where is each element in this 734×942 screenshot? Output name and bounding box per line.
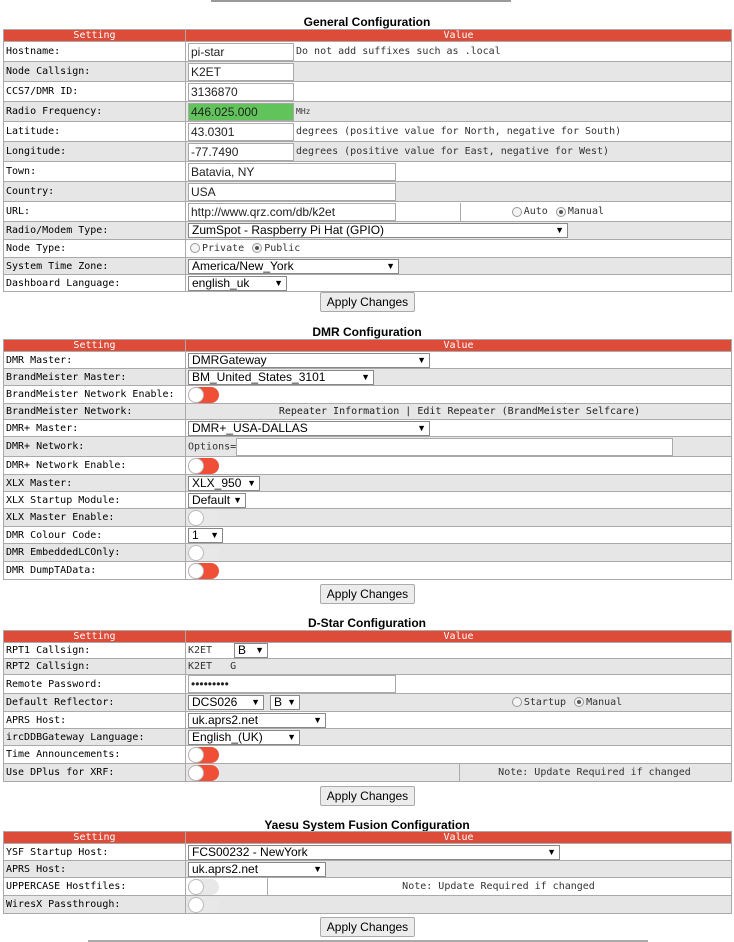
url-label: URL: [4, 202, 186, 222]
dplus-label: Use DPlus for XRF: [4, 764, 186, 782]
freq-unit: MHz [296, 107, 311, 116]
modem-label: Radio/Modem Type: [4, 222, 186, 240]
hostname-label: Hostname: [4, 42, 186, 62]
time-announcements-toggle[interactable] [188, 747, 219, 763]
xlx-master-label: XLX Master: [4, 475, 186, 492]
chevron-down-icon: ▼ [233, 494, 242, 505]
dmrid-label: CCS7/DMR ID: [4, 82, 186, 102]
embedded-lc-toggle[interactable] [188, 545, 219, 561]
dstar-config-title: D-Star Configuration [308, 616, 426, 630]
uppercase-hostfiles-note: Note: Update Required if changed [267, 878, 729, 895]
url-auto-label: Auto [523, 205, 548, 217]
embedded-lc-label: DMR EmbeddedLCOnly: [4, 544, 186, 562]
nodetype-private-radio[interactable] [190, 243, 200, 253]
xlx-module-value: Default [192, 492, 231, 507]
rpt1-label: RPT1 Callsign: [4, 643, 186, 659]
ysf-aprs-value: uk.aprs2.net [192, 861, 259, 876]
ysf-apply-button[interactable]: Apply Changes [320, 917, 415, 937]
chevron-down-icon: ▼ [210, 529, 219, 540]
xlx-master-select[interactable] [188, 476, 260, 491]
dmrplus-options-label: Options= [188, 441, 237, 452]
ysf-startup-value: FCS00232 - NewYork [192, 844, 308, 859]
setting-header: Setting [4, 631, 186, 643]
freq-label: Radio Frequency: [4, 102, 186, 122]
chevron-down-icon: ▼ [287, 697, 297, 707]
longitude-input[interactable]: -77.7490 [188, 143, 294, 161]
town-label: Town: [4, 162, 186, 182]
nodetype-public-radio[interactable] [252, 243, 262, 253]
bm-network-label: BrandMeister Network: [4, 404, 186, 420]
ysf-aprs-select[interactable] [188, 862, 326, 877]
reflector-manual-label: Manual [586, 696, 623, 708]
dump-ta-toggle[interactable] [188, 563, 219, 579]
reflector-module-value: B [274, 695, 283, 709]
longitude-note: degrees (positive value for East, negative for West) [296, 146, 610, 157]
setting-header: Setting [4, 30, 186, 42]
xlx-enable-label: XLX Master Enable: [4, 509, 186, 527]
dmrplus-network-label: DMR+ Network: [4, 437, 186, 457]
hostname-note: Do not add suffixes such as .local [296, 46, 501, 57]
ircddb-language-select[interactable] [188, 730, 300, 745]
wiresx-toggle[interactable] [188, 897, 219, 913]
general-config-title: General Configuration [303, 15, 431, 29]
modem-value: ZumSpot - Raspberry Pi Hat (GPIO) [192, 223, 385, 237]
general-config-table [3, 29, 732, 292]
uppercase-hostfiles-toggle[interactable] [188, 879, 219, 895]
url-input[interactable]: http://www.qrz.com/db/k2et [188, 203, 396, 221]
bm-enable-toggle[interactable] [188, 387, 219, 403]
time-announcements-label: Time Announcements: [4, 746, 186, 764]
reflector-startup-radio[interactable] [512, 697, 522, 707]
setting-header: Setting [4, 340, 186, 352]
longitude-label: Longitude: [4, 142, 186, 162]
wiresx-label: WiresX Passthrough: [4, 896, 186, 914]
ysf-config-title: Yaesu System Fusion Configuration [264, 818, 470, 832]
ircddb-language-label: ircDDBGateway Language: [4, 729, 186, 746]
dmrplus-enable-label: DMR+ Network Enable: [4, 457, 186, 475]
latitude-note: degrees (positive value for North, negative for South) [296, 126, 622, 137]
reflector-startup-label: Startup [523, 696, 567, 708]
colour-code-value: 1 [192, 527, 199, 542]
value-header: Value [186, 30, 732, 42]
remote-password-label: Remote Password: [4, 675, 186, 694]
ysf-startup-select[interactable] [188, 845, 560, 860]
dmr-master-label: DMR Master: [4, 352, 186, 369]
bm-master-label: BrandMeister Master: [4, 369, 186, 386]
chevron-down-icon: ▼ [386, 260, 395, 271]
chevron-down-icon: ▼ [274, 277, 283, 288]
xlx-module-select[interactable] [188, 493, 246, 508]
ysf-startup-label: YSF Startup Host: [4, 844, 186, 861]
bm-master-value: BM_United_States_3101 [192, 369, 326, 384]
dstar-aprs-value: uk.aprs2.net [192, 712, 259, 727]
dstar-apply-button[interactable]: Apply Changes [320, 786, 415, 806]
value-header: Value [186, 832, 732, 844]
latitude-input[interactable]: 43.0301 [188, 123, 294, 141]
freq-input[interactable]: 446.025.000 [188, 103, 294, 121]
rpt1-module-value: B [238, 643, 247, 657]
dmr-master-select[interactable] [188, 353, 430, 368]
town-input[interactable]: Batavia, NY [188, 163, 396, 181]
dmrplus-enable-toggle[interactable] [188, 458, 219, 474]
dmrid-input[interactable]: 3136870 [188, 83, 294, 101]
dstar-aprs-label: APRS Host: [4, 712, 186, 729]
setting-header: Setting [4, 832, 186, 844]
dmr-config-title: DMR Configuration [312, 325, 422, 339]
reflector-select[interactable] [188, 695, 264, 710]
rpt1-module-select[interactable] [234, 643, 268, 658]
chevron-down-icon: ▼ [417, 354, 426, 365]
chevron-down-icon: ▼ [361, 371, 370, 382]
nodetype-private-label: Private [202, 242, 245, 254]
rpt1-callsign: K2ET [188, 645, 213, 656]
bm-master-select[interactable] [188, 370, 374, 385]
nodetype-label: Node Type: [4, 240, 186, 258]
country-input[interactable]: USA [188, 183, 396, 201]
chevron-down-icon: ▼ [313, 863, 322, 874]
country-label: Country: [4, 182, 186, 202]
rpt2-callsign: K2ET G [188, 660, 237, 672]
dmrplus-master-value: DMR+_USA-DALLAS [192, 420, 308, 435]
chevron-down-icon: ▼ [251, 697, 260, 707]
colour-code-label: DMR Colour Code: [4, 527, 186, 544]
bm-enable-label: BrandMeister Network Enable: [4, 386, 186, 404]
ysf-config-table [3, 831, 732, 914]
chevron-down-icon: ▼ [247, 477, 256, 488]
xlx-module-label: XLX Startup Module: [4, 492, 186, 509]
callsign-input[interactable]: K2ET [188, 63, 294, 81]
timezone-value: America/New_York [192, 258, 294, 273]
value-header: Value [186, 631, 732, 643]
default-reflector-label: Default Reflector: [4, 694, 186, 712]
url-manual-label: Manual [567, 205, 604, 217]
latitude-label: Latitude: [4, 122, 186, 142]
language-value: english_uk [192, 275, 250, 290]
xlx-master-value: XLX_950 [192, 475, 242, 490]
dmrplus-master-select[interactable] [188, 421, 430, 436]
general-apply-button[interactable]: Apply Changes [320, 292, 415, 312]
value-header: Value [186, 340, 732, 352]
dmr-apply-button[interactable]: Apply Changes [320, 584, 415, 604]
uppercase-hostfiles-label: UPPERCASE Hostfiles: [4, 878, 186, 896]
bm-network-links[interactable]: Repeater Information | Edit Repeater (BrandMeister Selfcare) [186, 404, 732, 420]
dmrplus-options-input[interactable] [236, 438, 673, 456]
dplus-toggle[interactable] [188, 765, 219, 781]
modem-select[interactable] [188, 223, 568, 238]
chevron-down-icon: ▼ [555, 225, 564, 235]
ircddb-language-value: English_(UK) [192, 729, 263, 744]
timezone-select[interactable] [188, 259, 399, 274]
remote-password-input[interactable]: ••••••••• [188, 675, 396, 693]
timezone-label: System Time Zone: [4, 258, 186, 275]
chevron-down-icon: ▼ [547, 846, 556, 857]
reflector-manual-radio[interactable] [574, 697, 584, 707]
url-manual-radio[interactable] [556, 207, 566, 217]
dplus-note: Note: Update Required if changed [459, 764, 729, 781]
rpt2-label: RPT2 Callsign: [4, 659, 186, 675]
callsign-label: Node Callsign: [4, 62, 186, 82]
dump-ta-label: DMR DumpTAData: [4, 562, 186, 580]
language-select[interactable] [188, 276, 287, 291]
hostname-input[interactable]: pi-star [188, 43, 294, 61]
ysf-aprs-label: APRS Host: [4, 861, 186, 878]
dstar-config-table [3, 630, 732, 782]
xlx-enable-toggle[interactable] [188, 510, 219, 526]
dmr-master-value: DMRGateway [192, 352, 267, 367]
top-divider [211, 0, 511, 2]
dmrplus-master-label: DMR+ Master: [4, 420, 186, 437]
chevron-down-icon: ▼ [255, 645, 264, 655]
chevron-down-icon: ▼ [287, 731, 296, 742]
dmr-config-table [3, 339, 732, 580]
chevron-down-icon: ▼ [313, 714, 322, 725]
colour-code-select[interactable] [188, 528, 223, 543]
url-auto-radio[interactable] [512, 207, 522, 217]
chevron-down-icon: ▼ [417, 422, 426, 433]
nodetype-public-label: Public [264, 242, 301, 254]
dstar-aprs-select[interactable] [188, 713, 326, 728]
language-label: Dashboard Language: [4, 275, 186, 292]
reflector-module-select[interactable] [270, 695, 300, 710]
reflector-value: DCS026 [192, 695, 238, 709]
